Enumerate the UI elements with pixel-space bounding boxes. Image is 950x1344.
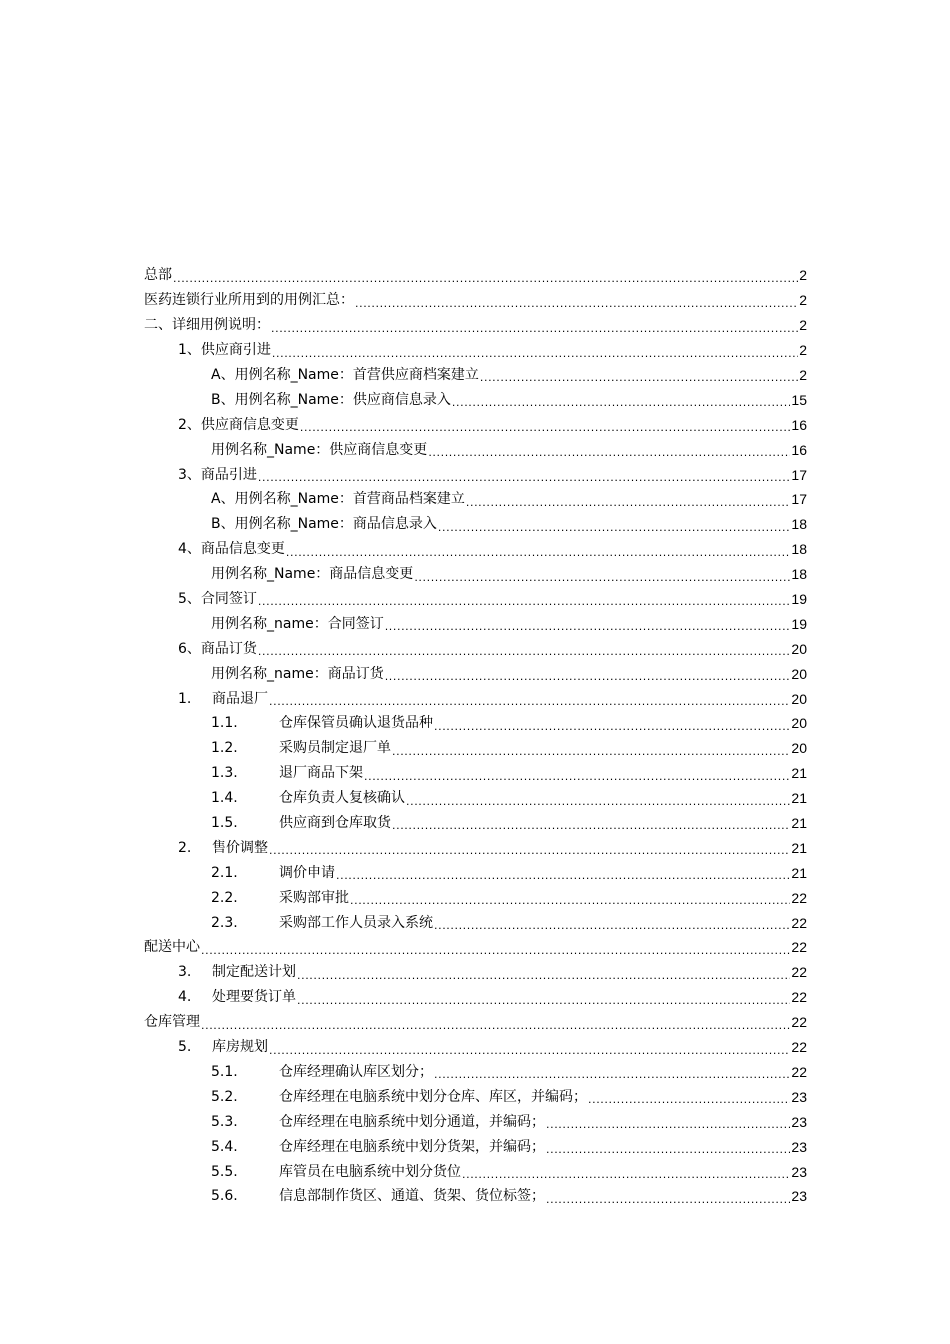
toc-entry[interactable] [144, 338, 807, 363]
toc-dot-leader [201, 1020, 790, 1035]
toc-entry-title: 库房规划 [212, 1039, 268, 1056]
toc-entry[interactable] [144, 661, 807, 686]
toc-entry-page-number: 2 [799, 367, 807, 383]
toc-dot-leader [258, 596, 791, 611]
toc-entry-title: A、用例名称_Name：首营供应商档案建立 [211, 367, 479, 383]
toc-entry-page-number: 21 [791, 790, 807, 807]
toc-dot-leader [438, 522, 791, 537]
toc-entry-title: 售价调整 [212, 839, 268, 856]
toc-entry-page-number: 19 [791, 591, 807, 608]
toc-entry-page-number: 2 [799, 317, 807, 334]
toc-entry-number: 3. [178, 964, 192, 981]
toc-entry-title: 商品退厂 [212, 690, 268, 707]
toc-dot-leader [286, 547, 791, 562]
toc-entry-page-number: 21 [791, 864, 807, 881]
toc-entry[interactable] [144, 313, 807, 338]
toc-dot-leader [588, 1094, 790, 1109]
toc-entry-title: 仓库管理 [144, 1014, 200, 1031]
toc-entry-page-number: 20 [791, 690, 807, 707]
toc-dot-leader [297, 970, 790, 985]
toc-dot-leader [546, 1144, 790, 1159]
toc-entry-number: 2.2. [211, 889, 238, 906]
toc-entry-title: 1、供应商引进 [178, 342, 271, 359]
toc-entry-page-number: 22 [791, 1014, 807, 1031]
toc-entry[interactable] [144, 686, 807, 711]
toc-dot-leader [336, 870, 790, 885]
toc-dot-leader [201, 945, 790, 960]
toc-dot-leader [364, 771, 790, 786]
toc-entry-title: 总部 [144, 267, 172, 284]
toc-entry[interactable] [144, 1159, 807, 1184]
toc-dot-leader [406, 796, 790, 811]
toc-entry-page-number: 22 [791, 939, 807, 956]
toc-dot-leader [480, 372, 798, 387]
toc-entry[interactable] [144, 835, 807, 860]
toc-entry-title: 4、商品信息变更 [178, 541, 285, 558]
toc-entry-title: B、用例名称_Name：供应商信息录入 [211, 391, 451, 408]
toc-entry-number: 5.1. [211, 1063, 238, 1080]
toc-entry-page-number: 22 [791, 964, 807, 981]
toc-entry-number: 5.2. [211, 1088, 238, 1105]
toc-entry-page-number: 22 [791, 1039, 807, 1056]
toc-entry-title: 仓库经理在电脑系统中划分仓库、库区，并编码； [279, 1088, 587, 1105]
toc-entry-number: 1.1. [211, 715, 238, 732]
toc-entry-number: 1.5. [211, 815, 238, 832]
toc-entry-number: 5. [178, 1039, 192, 1056]
table-of-contents [144, 263, 807, 1209]
toc-entry[interactable] [144, 985, 807, 1010]
toc-entry-number: 5.5. [211, 1163, 238, 1180]
toc-entry-title: 仓库负责人复核确认 [279, 790, 405, 807]
toc-entry-title: 制定配送计划 [212, 964, 296, 981]
toc-entry-page-number: 23 [791, 1163, 807, 1180]
toc-dot-leader [434, 920, 790, 935]
toc-entry[interactable] [144, 363, 807, 388]
toc-entry[interactable] [144, 860, 807, 885]
toc-dot-leader [434, 1069, 790, 1084]
toc-entry[interactable] [144, 562, 807, 587]
toc-entry-title: 用例名称_name：商品订货 [211, 665, 384, 682]
toc-entry-page-number: 16 [791, 416, 807, 433]
toc-entry-page-number: 20 [791, 715, 807, 732]
toc-entry-title: 配送中心 [144, 939, 200, 956]
toc-entry-number: 5.3. [211, 1113, 238, 1130]
toc-dot-leader [269, 845, 790, 860]
toc-entry-title: 用例名称_name：合同签订 [211, 615, 384, 632]
toc-dot-leader [434, 721, 790, 736]
toc-entry-title: 采购员制定退厂单 [279, 740, 391, 757]
toc-entry-page-number: 2 [799, 267, 807, 284]
toc-entry-page-number: 23 [791, 1113, 807, 1130]
toc-entry-number: 1. [178, 690, 192, 707]
toc-entry-page-number: 17 [791, 466, 807, 483]
toc-entry-title: 退厂商品下架 [279, 765, 363, 782]
toc-entry[interactable] [144, 437, 807, 462]
toc-entry-number: 1.2. [211, 740, 238, 757]
toc-entry-title: 采购部工作人员录入系统 [279, 914, 433, 931]
toc-entry-title: 6、商品订货 [178, 640, 257, 657]
toc-entry-page-number: 18 [791, 566, 807, 583]
toc-entry-number: 5.4. [211, 1138, 238, 1155]
toc-entry-page-number: 2 [799, 342, 807, 359]
toc-entry-title: 用例名称_Name：供应商信息变更 [211, 441, 428, 458]
toc-entry-title: 处理要货订单 [212, 989, 296, 1006]
toc-entry-page-number: 18 [791, 516, 807, 533]
toc-entry[interactable] [144, 910, 807, 935]
toc-entry-page-number: 22 [791, 989, 807, 1006]
toc-entry[interactable] [144, 611, 807, 636]
toc-entry-number: 1.4. [211, 790, 238, 807]
toc-entry[interactable] [144, 811, 807, 836]
toc-entry-title: 仓库经理在电脑系统中划分通道，并编码； [279, 1113, 545, 1130]
toc-entry[interactable] [144, 512, 807, 537]
toc-dot-leader [269, 696, 790, 711]
toc-dot-leader [258, 472, 791, 487]
toc-entry-page-number: 21 [791, 765, 807, 782]
toc-entry[interactable] [144, 288, 807, 313]
toc-entry-number: 2. [178, 839, 192, 856]
toc-entry[interactable] [144, 462, 807, 487]
toc-entry-title: 仓库经理确认库区划分； [279, 1063, 433, 1080]
toc-entry[interactable] [144, 711, 807, 736]
toc-dot-leader [466, 497, 791, 512]
toc-dot-leader [385, 621, 791, 636]
toc-entry[interactable] [144, 1060, 807, 1085]
toc-dot-leader [452, 397, 791, 412]
toc-entry[interactable] [144, 263, 807, 288]
toc-dot-leader [300, 422, 791, 437]
toc-dot-leader [392, 746, 790, 761]
toc-entry-page-number: 20 [791, 640, 807, 657]
toc-entry-page-number: 22 [791, 889, 807, 906]
toc-entry-page-number: 18 [791, 541, 807, 558]
toc-entry[interactable] [144, 412, 807, 437]
toc-entry[interactable] [144, 636, 807, 661]
toc-dot-leader [269, 1045, 790, 1060]
toc-entry-number: 2.1. [211, 864, 238, 881]
toc-dot-leader [350, 895, 790, 910]
toc-entry-number: 1.3. [211, 765, 238, 782]
toc-entry-title: 二、详细用例说明： [144, 317, 270, 334]
toc-entry-page-number: 23 [791, 1088, 807, 1105]
toc-entry-page-number: 23 [791, 1188, 807, 1205]
toc-entry-page-number: 23 [791, 1138, 807, 1155]
toc-entry-title: 供应商到仓库取货 [279, 815, 391, 832]
toc-entry-title: 库管员在电脑系统中划分货位 [279, 1163, 461, 1180]
toc-entry[interactable] [144, 885, 807, 910]
toc-dot-leader [258, 646, 791, 661]
toc-entry[interactable] [144, 387, 807, 412]
toc-entry-page-number: 22 [791, 914, 807, 931]
toc-dot-leader [271, 323, 798, 338]
toc-entry[interactable] [144, 736, 807, 761]
toc-entry-title: A、用例名称_Name：首营商品档案建立 [211, 491, 465, 508]
toc-entry[interactable] [144, 537, 807, 562]
toc-entry[interactable] [144, 587, 807, 612]
toc-entry[interactable] [144, 1184, 807, 1209]
toc-entry-title: B、用例名称_Name：商品信息录入 [211, 516, 437, 533]
toc-entry-page-number: 20 [791, 740, 807, 757]
toc-dot-leader [462, 1169, 790, 1184]
toc-entry-title: 仓库保管员确认退货品种 [279, 715, 433, 732]
toc-dot-leader [546, 1119, 790, 1134]
toc-entry[interactable] [144, 761, 807, 786]
toc-dot-leader [173, 273, 798, 288]
toc-dot-leader [272, 348, 798, 363]
toc-dot-leader [546, 1194, 790, 1209]
toc-dot-leader [385, 671, 791, 686]
toc-dot-leader [392, 820, 790, 835]
toc-entry[interactable] [144, 1109, 807, 1134]
toc-entry-title: 医药连锁行业所用到的用例汇总： [144, 292, 354, 309]
toc-dot-leader [428, 447, 790, 462]
toc-entry[interactable] [144, 960, 807, 985]
toc-entry-title: 调价申请 [279, 864, 335, 881]
toc-entry[interactable] [144, 935, 807, 960]
toc-entry-page-number: 2 [799, 292, 807, 309]
toc-dot-leader [297, 995, 790, 1010]
toc-entry-title: 3、商品引进 [178, 466, 257, 483]
toc-entry-page-number: 17 [791, 491, 807, 508]
toc-entry-page-number: 16 [791, 441, 807, 458]
toc-entry[interactable] [144, 786, 807, 811]
toc-entry[interactable] [144, 1010, 807, 1035]
toc-entry-page-number: 21 [791, 815, 807, 832]
toc-entry-number: 4. [178, 989, 192, 1006]
toc-entry[interactable] [144, 1035, 807, 1060]
toc-entry-title: 信息部制作货区、通道、货架、货位标签； [279, 1188, 545, 1205]
toc-entry-page-number: 20 [791, 665, 807, 682]
toc-entry-title: 用例名称_Name：商品信息变更 [211, 566, 414, 583]
toc-entry-title: 5、合同签订 [178, 591, 257, 608]
toc-entry-page-number: 21 [791, 839, 807, 856]
toc-entry-title: 仓库经理在电脑系统中划分货架，并编码； [279, 1138, 545, 1155]
toc-dot-leader [414, 572, 790, 587]
toc-entry[interactable] [144, 1134, 807, 1159]
toc-entry-title: 采购部审批 [279, 889, 349, 906]
toc-entry-page-number: 15 [791, 391, 807, 408]
toc-entry-page-number: 22 [791, 1063, 807, 1080]
toc-dot-leader [355, 298, 798, 313]
toc-entry-title: 2、供应商信息变更 [178, 416, 299, 433]
toc-entry-page-number: 19 [791, 615, 807, 632]
toc-entry[interactable] [144, 487, 807, 512]
toc-entry-number: 5.6. [211, 1188, 238, 1205]
toc-entry[interactable] [144, 1084, 807, 1109]
toc-entry-number: 2.3. [211, 914, 238, 931]
